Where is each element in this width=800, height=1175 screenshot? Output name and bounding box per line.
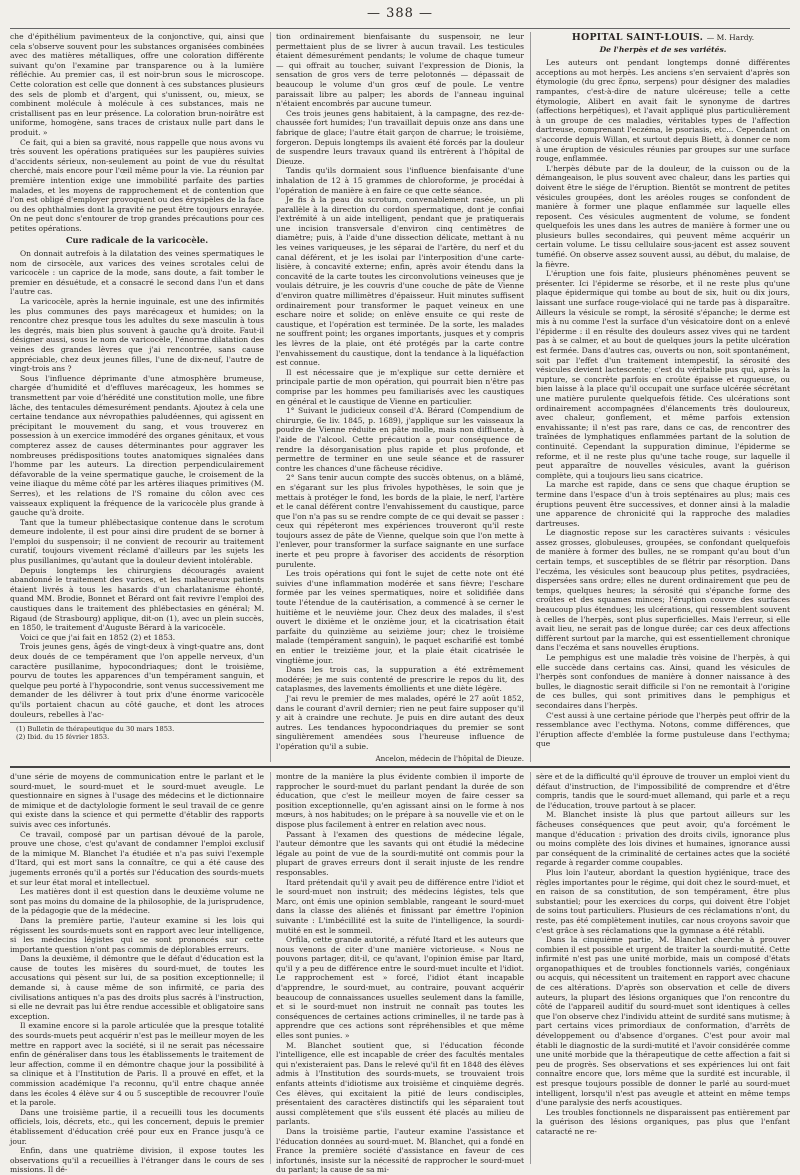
paragraph: Tandis qu'ils dormaient sous l'influence bienfaisante d'une inhalation de 12 à 15 grammes de chloroforme, je procédai à l'opération de manière à en faire ce que cette séance. bbox=[276, 166, 524, 195]
section-header bbox=[536, 33, 790, 43]
column-divider bbox=[530, 32, 531, 762]
paragraph: Passant à l'examen des questions de médecine légale, l'auteur démontre que les savants qui ont étudié la médecine légale au point de vue de la sourdi-mutité ont commis pour la plupart de graves erreurs dont il serait injuste de les rendre responsables. bbox=[276, 829, 524, 877]
paragraph: Le diagnostic repose sur les caractères suivants : vésicules assez grosses, globuleuses, groupées, se confondant quelquefois de manière à former des bulles, ne se rompant qu'au bout d'un certain temps, et susceptibles de se flétrir par résorption. Dans l'eczéma, les vésicules sont beaucoup plus petites, psydraciées, dispersées sans ordre; elles ne durent ordinairement que peu de temps, quelques heures; la sérosité qui s'épanche forme des croûtes et des squames minces; l'éruption couvre des surfaces beaucoup plus étendues; les ulcérations, qui ressemblent souvent à celles de l'herpès, sont plus superficielles. Mais l'erreur, si elle avait lieu, ne serait pas de longue durée; car ces deux affections diffèrent surtout par la marche, qui est essentiellement chronique dans l'eczéma et sans nouvelles éruptions. bbox=[536, 528, 790, 653]
paragraph: Ce fait, qui a bien sa gravité, nous rappelle que nous avons vu très souvent les opérations pratiquées sur les paupières suivies d'accidents sérieux, non-seulement au point de vue du résultat cherché, mais encore pour l'œil même pour la vie. La réunion par première intention exige une immobilité parfaite des parties malades, et les moyens de rapprochement et de contention que l'on est obligé d'employer provoquent ou des érysipèles de la face ou des ophthalmies dont la gravité ne peut être toujours enrayée. On ne peut donc s'entourer de trop grandes précautions pour ces petites opérations. bbox=[10, 137, 264, 233]
paragraph: C'est aussi à une certaine période que l'herpès peut offrir de la ressemblance avec l'ecthyma. Notons, comme différences, que l'éruption affecte d'emblée la forme pustuleuse dans l'ecthyma; que bbox=[536, 710, 790, 749]
paragraph: La varicocèle, après la hernie inguinale, est une des infirmités les plus communes des pays marécageux et humides; on la rencontre chez presque tous les adultes du sexe masculin à tous les degrés, mais bien plus souvent à gauche qu'à droite. Faut-il désigner aussi, sous le nom de varicocèle, l'énorme dilatation des veines des grandes lèvres que j'ai rencontrée, sans cause appréciable, chez deux jeunes filles, l'une de dix-neuf, l'autre de vingt-trois ans ? bbox=[10, 297, 264, 374]
section-rule bbox=[10, 766, 790, 768]
paragraph: L'herpès débute par de la douleur, de la cuisson ou de la démangeaison, le plus souvent avec chaleur, dans les parties qui doivent être le siége de l'éruption. Bientôt se montrent de petites vésicules groupées, dont les aréoles rouges se confondent de manière à former une plaque enflammée sur laquelle elles reposent. Ces vésicules augmentent de volume, se fondent quelquefois les unes dans les autres de manière à former une ou plusieurs bulles secondaires, qui peuvent même acquérir un certain volume. Le tissu cellulaire sous-jacent est assez souvent tuméfié. On observe assez souvent aussi, au début, du malaise, de la fièvre. bbox=[536, 163, 790, 269]
paragraph: La marche est rapide, dans ce sens que chaque éruption se termine dans l'espace d'un à trois septénaires au plus; mais ces éruptions peuvent être successives, et donner ainsi à la maladie une apparence de chronicité qui la rapproche des maladies dartreuses. bbox=[536, 480, 790, 528]
article-subtitle: De l'herpès et de ses variétés. bbox=[599, 44, 727, 54]
paragraph: Dans une troisième partie, il a recueilli tous les documents officiels, lois, décrets, etc., qui les concernent, depuis le premier établissement d'éducation créé pour eux en France jusqu'à ce jour. bbox=[10, 1107, 264, 1146]
paragraph: Voici ce que j'ai fait en 1852 (2) et 1853. bbox=[20, 632, 176, 642]
paragraph: Ces trois jeunes gens habitaient, à la campagne, des rez-de-chaussée fort humides; l'un travaillait depuis onze ans dans une fabrique de glace; l'autre était garçon de charrue; le troisième, forgeron. Depuis longtemps ils avaient été forcés par la douleur de suspendre leurs travaux quand ils entrèrent à l'hôpital de Dieuze. bbox=[276, 108, 524, 166]
header-rule bbox=[10, 28, 790, 29]
paragraph: Les matières dont il est question dans le deuxième volume ne sont pas moins du domaine de la philosophie, de la jurisprudence, de la pédagogie que de la médecine. bbox=[10, 887, 264, 916]
paragraph: Il examine encore si la parole articulée que la presque totalité des sourds-muets peut acquérir n'est pas le meilleur moyen de les mettre en rapport avec la société, si il ne serait pas nécessaire enfin de généraliser dans tous les établissements le traitement de leur affection, comme il en démontre chaque jour la possibilité à sa clinique et à l'Institution de Paris. Il a prouvé en effet, et la commission académique l'a reconnu, qu'il entre chaque année dans les écoles 4 élève sur 4 ou 5 susceptible de recouvrer l'ouïe et la parole. bbox=[10, 1021, 264, 1108]
author-name: — M. Hardy. bbox=[706, 33, 755, 42]
paragraph: M. Blanchet insiste là plus que partout ailleurs sur les fâcheuses conséquences que peut avoir, qu'a forcément le manque d'éducation : privation des droits civils, ignorance plus ou moins complète des lois divines et humaines, ignorance aussi par conséquent de la criminalité de certaines actes que la société regarde à regarder comme coupables. bbox=[536, 810, 790, 868]
column-divider bbox=[270, 32, 271, 762]
paragraph: Les auteurs ont pendant longtemps donné différentes acceptions au mot herpès. Les anciens s'en servaient d'après son étymologie (du grec ἕρπω, serpens) pour désigner des maladies rampantes, c'est-à-dire de nature ulcéreuse; telle a cette étymologie, Alibert en avait fait le synonyme de dartres (affections herpétiques), et l'avait appliqué plus particulièrement à un groupe de ces maladies, véritables types de l'affection dartreuse, comprenant l'eczéma, le psoriasis, etc... Cependant on s'accorde depuis Willan, et surtout depuis Biett, à donner ce nom à une éruption de vésicules réunies par groupes sur une surface rouge, enflammée. bbox=[536, 58, 790, 164]
paragraph: M. Blanchet soutient que, si l'éducation féconde l'intelligence, elle est incapable de créer des facultés mentales qui n'existeraient pas. Dans le relevé qu'il fit en 1848 des élèves admis à l'Institution des sourds-muets, se trouvaient trois enfants atteints d'idiotisme aux troisième et cinquième degrés. Ces élèves, qui excitaient la pitié de leurs condisciples, présentaient des caractères distinctifs qui les séparaient tout aussi complètement que s'ils eussent été placés au milieu de parlants. bbox=[276, 1040, 524, 1127]
paragraph: 2° Sans tenir aucun compte des succès obtenus, on a blâmé, en s'égarant sur les plus frivoles hypothèses, le soin que je mettais à protéger le fond, les bords de la plaie, le nerf, l'artère et le canal déférent contre l'envahissement du caustique, parce que l'on n'a pas su se rendre compte de ce qui devait se passer : ceux qui répéteront mes expériences trouveront qu'il reste toujours assez de pâte de Vienne, quelque soin que l'on mette à l'enlever, pour transformer la surface saignante en une surface inerte et peu propre à favoriser des accidents de résorption purulente. bbox=[276, 473, 524, 569]
paragraph: L'éruption une fois faite, plusieurs phénomènes peuvent se présenter. Ici l'épiderme se résorbe, et il ne reste plus qu'une plaque épidermique qui tombe au bout de six, huit ou dix jours, laissant une surface rouge-violacé qui ne tarde pas à disparaître. Ailleurs la vésicule se rompt, la sérosité s'épanche; le derme est mis à nu comme l'est la surface d'un vésicatoire dont on a enlevé l'épiderme : il en résulte des douleurs assez vives qui ne tardent pas à se calmer, et au bout de quelques jours la petite ulcération est fermée. Dans d'autres cas, ouverts ou non, soit spontanément, soit par l'effet d'un traitement intempestif, la sérosité des vésicules devient lactescente; c'est du véritable pus qui, après la rupture, se concrète parfois en croûte épaisse et rugueuse, ou bien laisse à la place qu'il occupait une surface ulcérée sécrétant une matière purulente quelquefois fétide. Ces ulcérations sont ordinairement accompagnées d'élancements très douloureux, avec chaleur, gonflement, et même parfois extension envahissante; il n'est pas rare, dans ce cas, de rencontrer des traînées de lymphatiques enflammées partant de la solution de continuité. Cependant la suppuration diminue, l'épiderme se reforme, et il ne reste plus qu'une tache rouge, sur laquelle il peut apparaître de nouvelles vésicules, avant la guérison complète, qui a toujours lieu sans cicatrice. bbox=[536, 269, 790, 480]
signature: Ancelon, médecin de l'hôpital de Dieuze. bbox=[375, 753, 524, 763]
hospital-name: HOPITAL SAINT-LOUIS. bbox=[571, 32, 704, 43]
paragraph: Sous l'influence déprimante d'une atmosphère brumeuse, chargée d'humidité et d'effluves marécageux, les hommes se transmettent par voie d'hérédité une constitution molle, une fibre lâche, des tentacules démesurément pendants. Ajoutez à cela une certaine tendance aux névropathies paludéennes, qui agissent en précipitant le mouvement du sang, et vous trouverez en possession à un exercice immodéré des organes génitaux, et vous compterez assez de causes déterminantes pour aggraver les nombreuses prédispositions toutes anatomiques signalées dans l'homme par les auteurs. La direction perpendiculairement défavorable de la veine spermatique gauche, le croisement de la veine iliaque du même côté par les artères iliaques primitives (M. Serres), et les relations de l'S romaine du côlon avec ces vaisseaux expliquent la fréquence de la varicocèle plus grande à gauche qu'à droite. bbox=[10, 373, 264, 518]
paragraph: Enfin, dans une quatrième division, il expose toutes les observations qu'il a recueillies à l'étranger dans le cours de ses missions. Il dé- bbox=[10, 1146, 264, 1175]
page-number: — 388 — bbox=[366, 6, 434, 21]
column-divider bbox=[270, 772, 271, 1164]
footnote: (2) Ibid. du 15 février 1853. bbox=[16, 733, 110, 742]
paragraph: 1° Suivant le judicieux conseil d'A. Bérard (Compendium de chirurgie, 6e liv. 1845, p. 1689), j'applique sur les vaisseaux la poudre de Vienne réduite en pâte molle, mais non diffluente, à l'aide de l'alcool. Cette précaution a pour conséquence de rendre la désorganisation plus rapide et plus profonde, et permettre de terminer en une seule séance et de rassurer contre les chances d'une fâcheuse récidive. bbox=[276, 406, 524, 473]
paragraph: Les troubles fonctionnels ne disparaissent pas entièrement par la guérison des lésions organiques, pas plus que l'enfant cataracté ne re- bbox=[536, 1107, 790, 1136]
paragraph: Tant que la tumeur phlébectasique contenue dans le scrotum demeure indolente, il est pour ainsi dire prudent de se borner à l'emploi du suspensoir; il ne convient de recourir au traitement curatif, toujours vivement réclamé d'ailleurs par les sujets les plus pusillanimes, qu'autant que la douleur devient intolérable. bbox=[10, 517, 264, 566]
paragraph: sère et de la difficulté qu'il éprouve de trouver un emploi vient du défaut d'instruction, de l'impossibilité de comprendre et d'être compris, tandis que le sourd-muet allemand, qui parle et a reçu de l'éducation, trouve partout à se placer. bbox=[536, 772, 790, 810]
paragraph: tion ordinairement bienfaisante du suspensoir, ne leur permettaient plus de se livrer à aucun travail. Les testicules étaient démesurément pendants; le volume de chaque tumeur — qui offrait au toucher, suivant l'expression de Dionis, la sensation de gros vers de terre pelotonnés — dépassait de beaucoup le volume d'un gros œuf de poule. Le ventre paraissait libre au palper; les abords de l'anneau inguinal n'étaient encombrés par aucune tumeur. bbox=[276, 32, 524, 109]
paragraph: Dans la deuxième, il démontre que le défaut d'éducation est la cause de toutes les misères du sourd-muet, de toutes les accusations qui pèsent sur lui, de sa position exceptionnelle; il demande si, à cause même de son infirmité, ce paria des civilisations antiques n'a pas des droits plus sacrés à l'instruction, si elle ne devrait pas lui être rendue accessible et obligatoire sans exception. bbox=[10, 954, 264, 1021]
article-column-3 bbox=[536, 32, 790, 762]
paragraph: On donnait autrefois à la dilatation des veines spermatiques le nom de cirsocèle, aux varices des veines scrotales celui de varicocèle : un caprice de la mode, sans doute, a fait tomber le premier en désuétude, et a consacré le second dans l'un et dans l'autre cas. bbox=[10, 249, 264, 297]
paragraph: montre de la manière la plus évidente combien il importe de rapprocher le sourd-muet du parlant pendant la durée de son éducation, que c'est le meilleur moyen de faire cesser sa position exceptionnelle, qu'en agissant ainsi on le forme à nos mœurs, à nos habitudes; on le prépare à sa nouvelle vie et on le dispose plus facilement à entrer en relation avec nous. bbox=[276, 772, 524, 829]
article-column-2 bbox=[276, 32, 524, 762]
column-divider bbox=[530, 772, 531, 1164]
footnotes bbox=[10, 722, 264, 741]
paragraph: Ce travail, composé par un partisan dévoué de la parole, prouve une chose, c'est qu'avant de condamner l'emploi exclusif de la mimique M. Blanchet l'a étudiée et n'a pas suivi l'exemple d'Itard, qui est mort sans la connaître, ce qui a été cause des jugements erronés qu'il a portés sur l'éducation des sourds-muets et sur leur état moral et intellectuel. bbox=[10, 829, 264, 887]
paragraph: d'une série de moyens de communication entre le parlant et le sourd-muet, le sourd-muet et le sourd-muet aveugle. Le questionnaire en signes à l'usage des médecins et le dictionnaire de mimique et de dactylologie forment le seul travail de ce genre qui existe dans la science et qui permette d'établir des rapports suivis avec ces infortunés. bbox=[10, 772, 264, 829]
review-column-3 bbox=[536, 772, 790, 1166]
paragraph: Dans la troisième partie, l'auteur examine l'assistance et l'éducation données au sourd-muet. M. Blanchet, qui a fondé en France la première société d'assistance en faveur de ces infortunés, insiste sur la nécessité de rapprocher le sourd-muet du parlant; la cause de sa mi- bbox=[276, 1126, 524, 1175]
article-column-1 bbox=[10, 32, 264, 762]
review-column-1 bbox=[10, 772, 264, 1175]
review-column-2 bbox=[276, 772, 524, 1175]
footnote: (1) Bulletin de thérapeutique du 30 mars 1853. bbox=[16, 725, 175, 734]
paragraph: Itard prétendait qu'il y avait peu de différence entre l'idiot et le sourd-muet non instruit; des médecins légistes, tels que Marc, ont émis une opinion semblable, rangeant le sourd-muet dans la classe des aliénés et finissant par émettre l'opinion suivante : L'imbécillité est la suite de l'intelligence, la sourdi-mutité en est le sommeil. bbox=[276, 877, 524, 935]
paragraph: Dans la cinquième partie, M. Blanchet cherche à prouver combien il est possible et urgent de traiter la sourdi-mutité. Cette infirmité n'est pas une unité morbide, mais un composé d'états organopathiques et de troubles fonctionnels variés, congéniaux ou acquis, qui nécessitent un traitement en rapport avec chacune de ces altérations. D'après son observation et celle de divers auteurs, la plupart des lésions organiques que l'on rencontre du côté de l'appareil auditif du sourd-muet sont identiques à celles que l'on observe chez l'individu atteint de surdité sans mutisme; à part certains vices primordiaux de conformation, d'arrêts de développement ou d'absence d'organes. C'est pour avoir mal établi le diagnostic de la surdi-mutité et l'avoir considérée comme une unité morbide que la thérapeutique de cette affection a fait si peu de progrès. Ses observations et ses expériences lui ont fait connaître encore que, lors même que la surdité est incurable, il est presque toujours possible de donner le parlé au sourd-muet intelligent, lorsqu'il n'est pas aveugle et atteint en même temps d'une paralysie des nerfs acoustiques. bbox=[536, 935, 790, 1108]
paragraph: Depuis longtemps les chirurgiens découragés avaient abandonné le traitement des varices, et les malheureux patients étaient livrés à tous les hasards d'un charlatanisme éhonté, quand MM. Brodie, Bonnet et Bérard ont fait revivre l'emploi des caustiques dans le traitement des phlébectasies en général; M. Rigaud (de Strasbourg) applique, dit-on (1), avec un plein succès, en 1850, le traitement d'Auguste Bérard à la varicocèle. bbox=[10, 565, 264, 633]
paragraph: Les trois opérations qui font le sujet de cette note ont été suivies d'une inflammation modérée et sans fièvre; l'eschare formée par les veines spermatiques, noire et solidifiée dans toute l'étendue de la cautérisation, a commencé à se cerner le huitième et le neuvième jour. Chez deux des malades, il s'est ouvert le dixième et le onzième jour, et la cicatrisation était parfaite du quinzième au seizième jour; chez le troisième malade (tempérament sanguin), le paquet eschariﬁé est tombé en entier le treizième jour, et la plaie était cicatrisée le vingtième jour. bbox=[276, 569, 524, 665]
paragraph: Plus loin l'auteur, abordant la question hygiénique, trace des règles importantes pour le régime, qui doit chez le sourd-muet, et en raison de sa constitution, de son tempérament, être plus substantiel; pour les exercices du corps, qui doivent être l'objet de soins tout particuliers. Plusieurs de ces réclamations n'ont, du reste, pas été complètement inutiles, car nous croyons savoir que c'est grâce à ses réclamations que la gymnase a été rétabli. bbox=[536, 867, 790, 935]
paragraph: Dans la première partie, l'auteur examine si les lois qui régissent les sourds-muets sont en rapport avec leur intelligence, si les médecins légistes qui se sont prononcés sur cette importante question n'ont pas commis de déplorables erreurs. bbox=[10, 915, 264, 954]
paragraph: Dans les trois cas, la suppuration a été extrêmement modérée; je me suis contenté de prescrire le repos du lit, des cataplasmes, des lavements émollients et une diète légère. bbox=[276, 665, 524, 694]
paragraph: Je fis à la peau du scrotum, convenablement rasée, un pli parallèle à la direction du cordon spermatique, dont je confiai l'extrémité à un aide intelligent, pendant que je pratiquerais une incision transversale d'environ cinq centimètres de diamètre; puis, à l'aide d'une dissection délicate, mettant à nu les veines variqueuses, je les séparai de l'artère, du nerf et du canal déférent, et je les isolai par l'interposition d'une carte-lisière, à concavité externe; enfin, après avoir étendu dans la concavité de la carte toutes les circonvolutions veineuses que je voulais détruire, je les couvris d'une couche de pâte de Vienne d'environ quatre millimètres d'épaisseur. Huit minutes suffisent ordinairement pour transformer le paquet veineux en une eschare noire et solide; on enlève ensuite ce qui reste de caustique, et l'opération est terminée. De la sorte, les malades ne souffrent point; les organes importants, jusques et y compris les lèvres de la plaie, ont été protégés par la carte contre l'envahissement du caustique, dont la tendance à la liquéfaction est connue. bbox=[276, 195, 524, 368]
paragraph: Trois jeunes gens, âgés de vingt-deux à vingt-quatre ans, dont deux doués de ce tempérament que l'on appelle nerveux, d'un caractère pusillanime, hypocondriaques; dont le troisième, pourvu de toutes les apparences d'un tempérament sanguin, et quelque peu porté à l'hypocondrie, sont venus successivement me demander de les délivrer à tout prix d'une énorme varicocèle qu'ils portaient chacun au côté gauche, et dont les atroces douleurs, rebelles à l'ac- bbox=[10, 642, 264, 719]
paragraph: che d'épithélium pavimenteux de la conjonctive, qui, ainsi que cela s'observe souvent pour les substances organisées combinées avec des matières métalliques, offre une coloration différente suivant qu'on l'examine par transparence ou à la lumière réfléchie. Au premier cas, il est noir-brun sous le microscope. Cette coloration est celle que donnent à ces substances plusieurs des sels de plomb et d'argent, qui s'unissent, ou, mieux, se combinent molécule à molécule à ces substances, mais ne cristallisent pas en leur présence. La coloration brun-noirâtre est uniforme, homogène, sans traces de cristaux nulle part dans le produit. » bbox=[10, 32, 264, 137]
paragraph: Il est nécessaire que je m'explique sur cette dernière et principale partie de mon opération, qui pourrait bien n'être pas comprise par les hommes peu familiarisés avec les caustiques en général et le caustique de Vienne en particulier. bbox=[276, 367, 524, 406]
section-heading: Cure radicale de la varicocèle. bbox=[65, 235, 209, 246]
paragraph: J'ai revu le premier de mes malades, opéré le 27 août 1852, dans le courant d'avril dernier; rien ne peut faire supposer qu'il y ait à craindre une rechute. Je puis en dire autant des deux autres. Les tendances hypocondriaques du premier se sont singulièrement amendées sous l'heureuse influence de l'opération qu'il a subie. bbox=[276, 693, 524, 751]
paragraph: Le pemphigus est une maladie très voisine de l'herpès, à qui elle succède dans certains cas. Ainsi, quand les vésicules de l'herpès sont confondues de manière à donner naissance à des bulles, le diagnostic serait difficile si l'on ne remontait à l'origine de ces bulles, qui sont primitives dans le pemphigus et secondaires dans l'herpès. bbox=[536, 653, 790, 710]
paragraph: Orfila, cette grande autorité, a réfuté Itard et les auteurs que nous venons de citer d'une manière victorieuse. « Nous ne pouvons partager, dit-il, ce qu'avant, l'opinion émise par Itard, qu'il y a peu de différence entre le sourd-muet inculte et l'idiot. Le rapprochement est » forcé, l'idiot étant incapable d'apprendre, le sourd-muet, au contraire, pouvant acquérir beaucoup de connaissances usuelles seulement dans la famille, et si le sourd-muet non instruit ne connaît pas toutes les conséquences de certaines actions criminelles, il ne tarde pas à apprendre que ces actions sont répréhensibles et que même elles sont punies. » bbox=[276, 935, 524, 1041]
